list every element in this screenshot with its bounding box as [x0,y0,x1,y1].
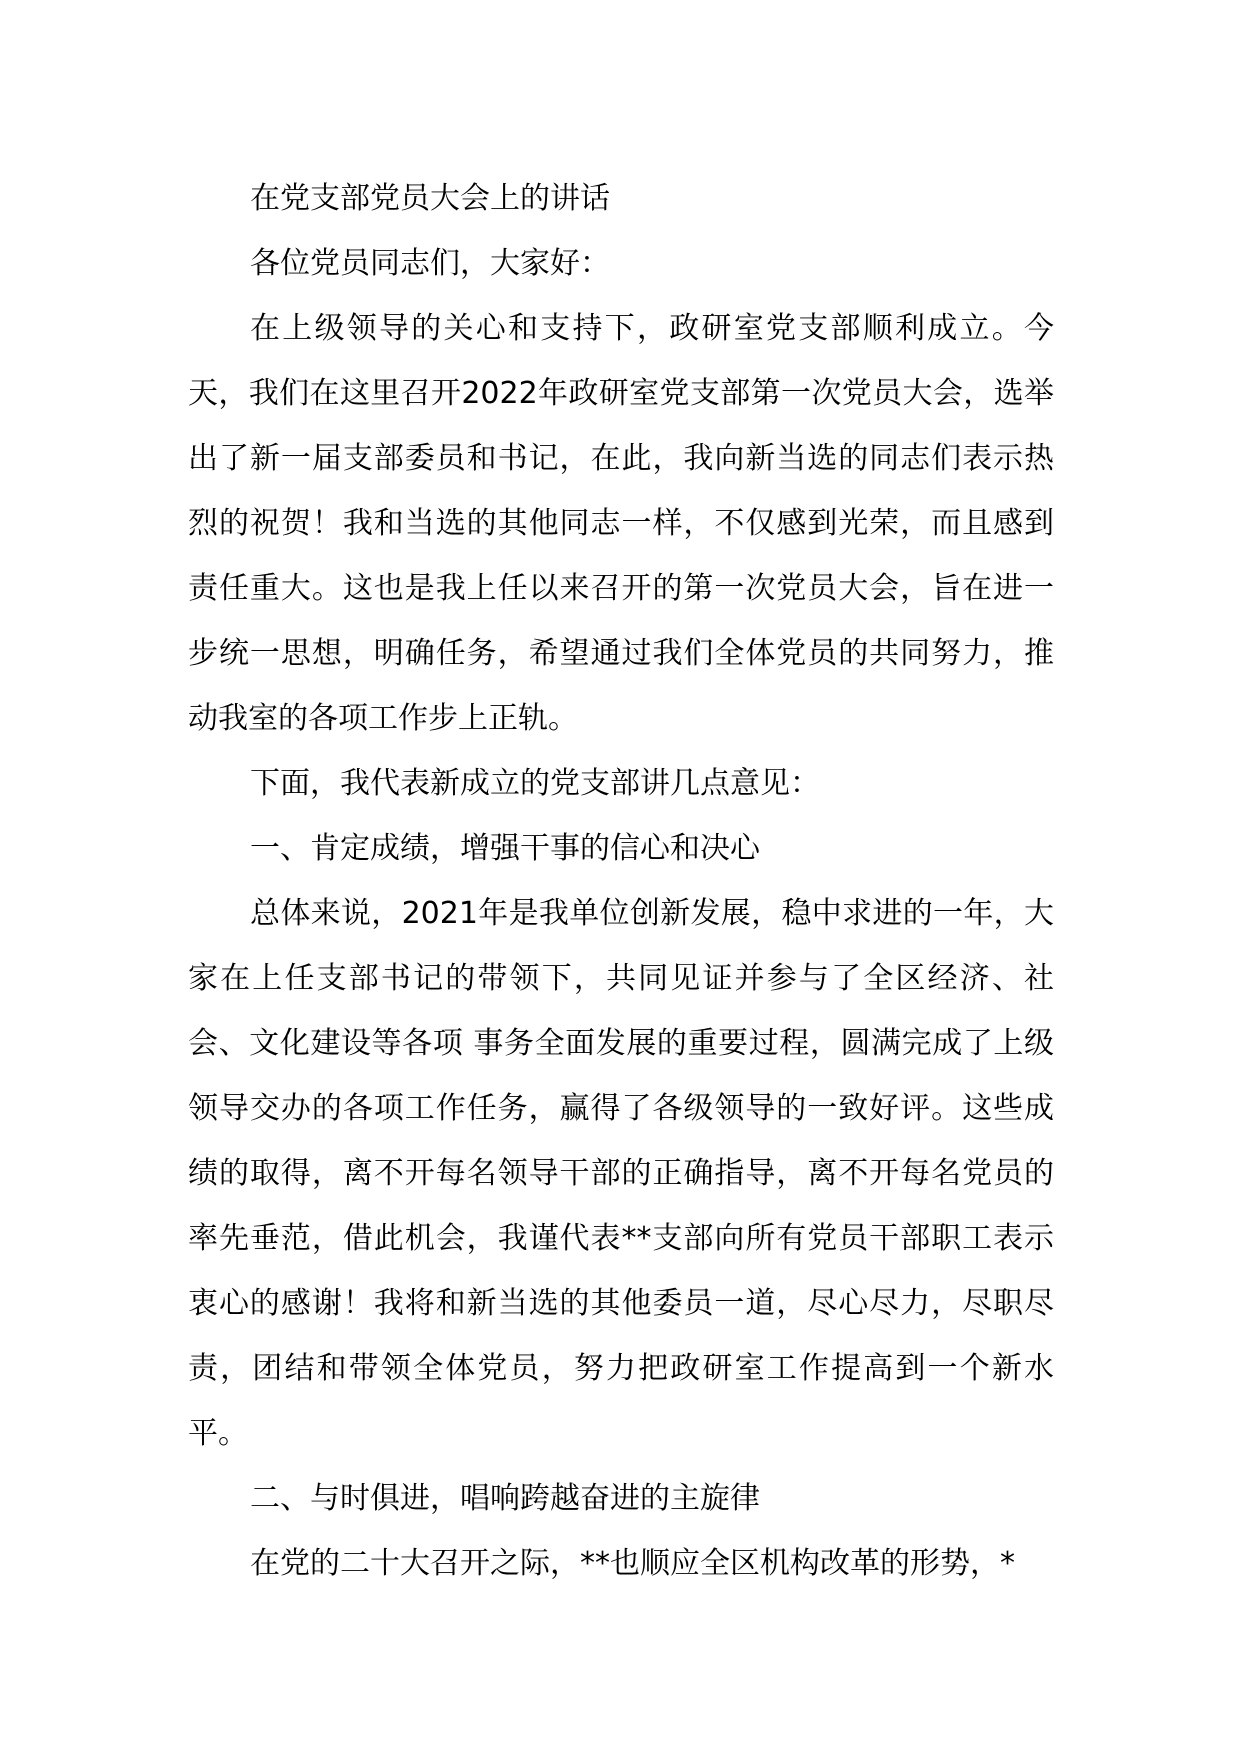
paragraph-intro-points: 下面，我代表新成立的党支部讲几点意见： [250,766,820,801]
paragraph-opening: 在上级领导的关心和支持下，政研室党支部顺利成立。今天，我们在这里召开2022年政研室党支部第一次党员大会，选举出了新一届支部委员和书记，在此，我向新当选的同志们表示热烈的祝贺！我和当选的其他同志一样，不仅感到光荣，而且感到责任重大。这也是我上任以来召开的第一次党员大会，旨在进一步统一思想，明确任务，希望通过我们全体党员的共同努力，推动我室的各项工作步上正轨。 [188,311,1054,736]
section-heading-1: 一、肯定成绩，增强干事的信心和决心 [250,831,760,866]
paragraph-reform: 在党的二十大召开之际，**也顺应全区机构改革的形势，* [250,1546,1015,1581]
paragraph-achievements: 总体来说，2021年是我单位创新发展，稳中求进的一年，大家在上任支部书记的带领下，共同见证并参与了全区经济、社会、文化建设等各项 事务全面发展的重要过程，圆满完成了上级领导交办的各项工作任务，赢得了各级领导的一致好评。这些成绩的取得，离不开每名领导干部的正确指导，离不开每名党员的率先垂范，借此机会，我谨代表**支部向所有党员干部职工表示衷心的感谢！我将和新当选的其他委员一道，尽心尽力，尽职尽责，团结和带领全体党员，努力把政研室工作提高到一个新水平。 [188,896,1054,1451]
document-body [188,166,1054,1596]
section-heading-2: 二、与时俱进，唱响跨越奋进的主旋律 [250,1481,760,1516]
paragraph-greeting: 各位党员同志们，大家好： [250,246,610,281]
document-title: 在党支部党员大会上的讲话 [250,181,610,216]
